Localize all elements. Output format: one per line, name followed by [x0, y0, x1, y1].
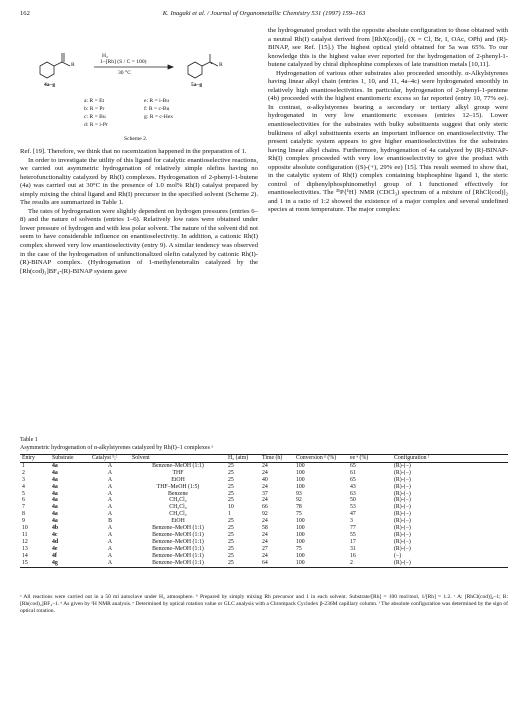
table-caption — [20, 436, 508, 452]
table-cell: 4f — [52, 552, 57, 559]
table-cell: 77 — [350, 525, 356, 532]
table-row — [20, 511, 508, 518]
table-cell: (R)-(−) — [394, 483, 411, 490]
table-cell: 4c — [52, 531, 58, 538]
table-cell: 92 — [296, 497, 302, 504]
table-cell: 24 — [262, 552, 268, 559]
table-cell: A — [107, 462, 113, 469]
scheme-caption: Scheme 2. — [124, 136, 148, 142]
table-cell: 100 — [294, 560, 348, 567]
table-cell: 75 — [296, 511, 302, 518]
table-cell: B — [108, 518, 112, 525]
table-cell: 4a — [52, 490, 58, 497]
table-cell: 24 — [262, 497, 268, 504]
table-cell: (R)-(−) — [394, 497, 411, 504]
table-cell: 25 — [228, 476, 234, 483]
table-row — [20, 497, 508, 504]
table-cell: 2 — [22, 469, 25, 476]
table-cell: 53 — [350, 504, 356, 511]
table-cell: Benzene–MeOH (1:1) — [152, 538, 204, 545]
table-cell: 93 — [296, 490, 302, 497]
table-cell: 10 — [22, 525, 28, 532]
table-cell: 50 — [350, 497, 356, 504]
table-cell: Benzene — [168, 490, 188, 497]
table-cell: 4a — [52, 476, 58, 483]
table-cell: Benzene–MeOH (1:1) — [152, 462, 204, 469]
table-cell: (R)-(−) — [394, 538, 411, 545]
table-row — [20, 518, 508, 525]
temperature-label: 30 °C — [118, 70, 131, 76]
catalyst-label: 1–[Rh] (S / C = 100) — [100, 59, 147, 65]
table-cell: 25 — [228, 525, 234, 532]
table-row — [20, 525, 508, 532]
col-ee: ee ᵉ (%) — [348, 455, 392, 463]
table-cell: (R)-(−) — [394, 462, 411, 469]
table-cell: 66 — [262, 504, 268, 511]
col-solvent: Solvent — [130, 455, 226, 463]
table-row — [20, 504, 508, 511]
table-cell: (R)-(−) — [394, 531, 411, 538]
table-cell: (R)-(−) — [394, 476, 411, 483]
table-cell: 100 — [296, 469, 305, 476]
table-cell: 1 — [22, 462, 25, 469]
table-cell: A — [107, 531, 113, 538]
table-cell: 25 — [228, 462, 234, 469]
table-cell: 100 — [296, 462, 305, 469]
table-cell: 25 — [228, 469, 234, 476]
table-cell: 4e — [52, 545, 58, 552]
table-cell: 92 — [262, 511, 268, 518]
table-cell: 27 — [262, 545, 268, 552]
journal-citation: K. Inagaki et al. / Journal of Organometallic Chemistry 531 (1997) 159–163 — [162, 10, 366, 17]
col-substrate: Substrate — [50, 455, 90, 463]
product-substituent: R — [219, 62, 223, 68]
table-cell: 75 — [296, 545, 302, 552]
table-cell: A — [107, 525, 113, 532]
table-cell: 47 — [350, 511, 356, 518]
table-cell: EtOH — [171, 476, 185, 483]
table-cell: 6 — [22, 497, 25, 504]
table-cell: 4 — [22, 483, 25, 490]
table-cell: 100 — [296, 518, 305, 525]
table-row — [20, 546, 508, 553]
table-row — [20, 553, 508, 560]
table-row — [20, 477, 508, 484]
table-cell: 24 — [262, 469, 268, 476]
table-row — [20, 462, 508, 469]
table-cell: CH₂Cl₂ — [169, 504, 187, 511]
table-cell: 100 — [296, 531, 305, 538]
table-cell: 37 — [262, 490, 268, 497]
product-label: 5a–g — [191, 82, 203, 88]
table-cell: 10 — [228, 504, 234, 511]
col-entry: Entry — [20, 455, 50, 463]
table-cell: 24 — [262, 538, 268, 545]
table-cell: 31 — [350, 545, 356, 552]
table-cell: 4a — [52, 469, 58, 476]
table-cell: CH₂Cl₂ — [169, 511, 187, 518]
substrate-benzene-ring — [40, 62, 54, 78]
table-cell: 25 — [228, 545, 234, 552]
page-number: 162 — [20, 10, 30, 17]
substrate-alkyl-bond — [62, 62, 70, 66]
reagent-label: H₂ — [102, 53, 108, 59]
col-time: Time (h) — [260, 455, 294, 463]
table-cell: 100 — [296, 525, 305, 532]
table-cell: 55 — [350, 531, 356, 538]
substituent-b: b: R = Pr — [84, 106, 105, 112]
table-cell: CH₂Cl₂ — [169, 497, 187, 504]
table-cell: 8 — [22, 511, 25, 518]
table-cell: 65 — [350, 462, 356, 469]
table-cell: Benzene–MeOH (1:1) — [152, 545, 204, 552]
table-cell: Benzene–MeOH (1:1) — [130, 560, 226, 567]
table-cell: 100 — [296, 483, 305, 490]
table-cell: 100 — [296, 538, 305, 545]
table-cell: 64 — [260, 560, 294, 567]
table-cell: 4b — [52, 525, 59, 532]
left-paragraph-3: The rates of hydrogenation were slightly dependent on hydrogen pressures (entries 6–8) and the nature of solvents (entries 1–6). Relatively low rates were obtained under lower pressure of hydrogen and with less polar solvent. The nature of the solvent did not seem to have considerable influence on enantioselectivity. In addition, a cationic Rh(I) complex showed very low enantioselectivity (entry 9). A similar tendency was observed in the case of the hydrogenation of unfunctionalized olefin catalyzed by cationic Rh(I)-(R)-BINAP complex. (Hydrogenation of 1-methyleneteralin catalyzed by the [Rh(cod)₂]BF₄-(R)-BINAP system gave — [20, 207, 258, 275]
table-cell: 24 — [262, 462, 268, 469]
table-cell: 24 — [262, 518, 268, 525]
table-cell: 25 — [228, 490, 234, 497]
table-cell: (R)-(−) — [394, 525, 411, 532]
table-cell: 4g — [50, 560, 90, 567]
table-cell: 61 — [350, 469, 356, 476]
table-cell: 3 — [350, 518, 353, 525]
col-catalyst: Catalyst ᵇ,ᶜ — [90, 455, 130, 463]
table-cell: 25 — [228, 531, 234, 538]
table-cell: 25 — [228, 518, 234, 525]
table-title: Asymmetric hydrogenation of α-alkylstyrenes catalyzed by Rh(I)–1 complexes ᵃ — [20, 445, 214, 451]
left-paragraph-2: In order to investigate the utility of this ligand for catalytic enantioselective reactions, we carried out asymmetric hydrogenation of relatively simple olefins having no heterofunctionality catalyzed by Rh(I) complexes. Hydrogenation of 2-phenyl-1-butene (4a) was carried out at 30°C in the presence of 1.0 mol% Rh(I) catalyst prepared by simply mixing the chiral ligand and Rh(I) precursor in the specified solvent (Scheme 2). The results are summarized in Table 1. — [20, 156, 258, 207]
substituent-g: g: R = c-Hex — [144, 114, 174, 120]
table-cell: A — [107, 511, 113, 518]
table-cell: 25 — [228, 497, 234, 504]
table-cell: 65 — [350, 476, 356, 483]
table-cell: THF — [172, 469, 184, 476]
table-row — [20, 491, 508, 498]
table-row — [20, 539, 508, 546]
col-configuration: Configuration ᶠ — [392, 455, 508, 463]
right-paragraph-1: the hydrogenated product with the opposite absolute configuration to those obtained with a neutral Rh(I) catalyst derived from [RhX(cod)]₂ (X = Cl, Br, I, OAc, OPh) and (R)-BINAP, see Ref. [15].) The highest optical yield obtained for 5a was 65%. To our knowledge this is the highest value ever reported for the hydrogenation of 2-phenyl-1-butene catalyzed by chiral diphosphine complexes of late transition metals [10,11]. — [268, 27, 508, 69]
table-cell: 100 — [296, 552, 305, 559]
stereocenter-mark — [211, 62, 213, 64]
table-label: Table 1 — [20, 437, 38, 443]
table-cell: 78 — [296, 504, 302, 511]
table-cell: A — [107, 490, 113, 497]
table-cell: 25 — [228, 552, 234, 559]
table-cell: 43 — [350, 483, 356, 490]
left-column — [20, 148, 258, 276]
table-cell: 13 — [22, 545, 28, 552]
table-row — [20, 484, 508, 491]
table-cell: 63 — [350, 490, 356, 497]
scheme-2 — [20, 26, 255, 144]
table-cell: A — [107, 545, 113, 552]
table-cell: 4a — [52, 518, 58, 525]
table-cell: 2 — [348, 560, 392, 567]
table-cell: 12 — [22, 538, 28, 545]
table-cell: Benzene–MeOH (1:1) — [152, 525, 204, 532]
table-cell: (R)-(−) — [394, 469, 411, 476]
table-cell: 1 — [228, 511, 231, 518]
left-paragraph-1: Ref. [19]. Therefore, we think that no racemization happened in the preparation of 1. — [20, 148, 247, 155]
table-cell: (R)-(−) — [392, 560, 508, 567]
table-cell: 4a — [52, 504, 58, 511]
table-cell: 7 — [22, 504, 25, 511]
table-cell: A — [107, 483, 113, 490]
table-cell: Benzene–MeOH (1:1) — [152, 531, 204, 538]
table-cell: 4a — [52, 483, 58, 490]
product-bond — [202, 62, 210, 66]
table-footnotes: ᵃ All reactions were carried out in a 50 ml autoclave under H₂ atmosphere. ᵇ Prepared by simply mixing Rh precursor and 1 in each solvent. Substrate/[Rh] = 100 mol/mol, 1/[Rh] = 1.2. ᶜ A: [RhCl(cod)]₂–1; B: [Rh(cod)₂]BF₄–1. ᵈ As given by ¹H NMR analysis. ᵉ Determined by optical rotation value or GLC analysis with a Chrompack Cyclodex β-236M capillary column. ᶠ The absolute configuration was determined by the sign of optical rotation. — [20, 594, 508, 614]
table-cell: 40 — [262, 476, 268, 483]
table-cell: 25 — [228, 483, 234, 490]
table-cell: EtOH — [171, 518, 185, 525]
table-cell: A — [107, 469, 113, 476]
table-cell: A — [90, 560, 130, 567]
product-benzene-ring — [188, 62, 202, 78]
table-cell: 24 — [262, 483, 268, 490]
substituent-d: d: R = i-Pr — [84, 122, 108, 128]
table-cell: 4d — [52, 538, 59, 545]
table-cell: A — [107, 497, 113, 504]
table-cell: 25 — [228, 538, 234, 545]
table-row — [20, 560, 508, 567]
table-cell: 25 — [226, 560, 260, 567]
table-cell: 100 — [296, 476, 305, 483]
table-cell: 14 — [22, 552, 28, 559]
table-cell: (R)-(−) — [394, 518, 411, 525]
col-h2: H₂ (atm) — [226, 455, 260, 463]
table-cell: A — [107, 538, 113, 545]
table-cell: (−) — [394, 552, 402, 559]
substrate-bond — [54, 62, 62, 66]
table-cell: 4a — [52, 511, 58, 518]
right-paragraph-2: Hydrogenation of various other substrates also proceeded smoothly. α-Alkylstyrenes having linear alkyl chain (entries 1, 10, and 11, 4a–4c) were hydrogenated smoothly in relatively high enantioselectivities. In particular, hydrogenation of 2-phenyl-1-pentene (4b) proceeded with the highest enantiomeric excess so far reported (entry 10, 77% ee). In contrast, α-alkylstyrenes bearing a secondary or tertiary alkyl group were hydrogenated in very low enantiomeric excesses (entries 12–15). Lower enantioselectivities for the substrates with bulky substituents suggest that only steric bulkiness of alkyl substituents exerts an important influence on enantioselectivity. The present catalytic system appears to give higher enantioselectivities for the substrates having linear alkyl chains. Furthermore, hydrogenation of 4a catalyzed by (R)-BINAP-Rh(I) complex proceeded with very low enantioselectivity to give the product with opposite absolute configuration ((S)-(+), 29% ee) [15]. This result seemed to show that, in the catalytic system of Rh(I) complex containing bisphosphine ligand 1, the steric control of diphenylphosphinomethyl group of 1 functioned effectively for enantioselectivities. The ³¹P{¹H} NMR (CDCl₃) spectrum of a mixture of [RhCl(cod)]₂ and 1 in a ratio of 1:2 showed the existence of a major complex and several undefined species at room temperature. The major complex: — [268, 69, 508, 214]
table-cell: 4a — [52, 497, 58, 504]
table-cell: 4a — [52, 462, 58, 469]
scheme-2-drawing — [20, 26, 255, 144]
table-cell: 24 — [262, 531, 268, 538]
table-cell: 11 — [22, 531, 28, 538]
table-row — [20, 532, 508, 539]
results-table — [20, 454, 508, 568]
substituent-e: e: R = i-Bu — [144, 98, 170, 104]
substrate-label: 4a–g — [44, 82, 56, 88]
right-column — [268, 27, 508, 215]
col-conversion: Conversion ᵈ (%) — [294, 455, 348, 463]
table-cell: 9 — [22, 518, 25, 525]
substituent-f: f: R = c-Bu — [144, 106, 170, 112]
table-cell: Benzene–MeOH (1:1) — [152, 552, 204, 559]
substrate-substituent: R — [71, 62, 75, 68]
running-header — [20, 10, 508, 22]
table-cell: 16 — [350, 552, 356, 559]
table-cell: (R)-(−) — [394, 545, 411, 552]
table-cell: A — [107, 504, 113, 511]
table-cell: (R)-(−) — [394, 490, 411, 497]
substituent-c: c: R = Bu — [84, 114, 106, 120]
table-cell: 5 — [22, 490, 25, 497]
table-cell: THF–MeOH (1:5) — [156, 483, 200, 490]
table-cell: A — [107, 552, 113, 559]
table-cell: 3 — [22, 476, 25, 483]
table-cell: A — [107, 476, 113, 483]
table-cell: (R)-(−) — [394, 504, 411, 511]
substituent-a: a: R = Et — [84, 98, 105, 104]
table-cell: 17 — [350, 538, 356, 545]
table-cell: 58 — [262, 525, 268, 532]
table-body — [20, 462, 508, 567]
table-cell: (R)-(−) — [394, 511, 411, 518]
table-row — [20, 470, 508, 477]
table-cell: 15 — [20, 560, 50, 567]
